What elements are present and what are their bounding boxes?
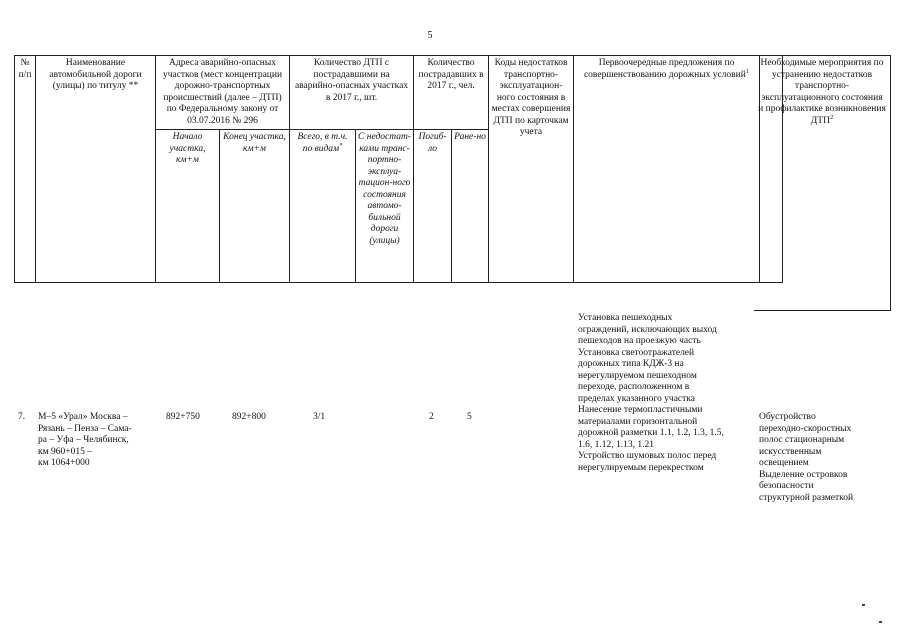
proposal-line: дорожных типа КДЖ-3 на <box>578 359 684 369</box>
proposal-line: Установка светоотражателей <box>578 347 695 358</box>
proposal-line: ограждений, исключающих выход <box>578 324 717 335</box>
header-dtp-with-defects: С недостат-ками транс-портно-эксплуа-тацион-ного состояния автомо-бильной дороги (улицы) <box>356 130 414 283</box>
proposal-line: Устройство шумовых полос перед <box>578 451 717 461</box>
row-measures <box>759 412 889 504</box>
row-section-start: 892+750 <box>166 412 200 422</box>
road-line: км 1064+000 <box>38 458 90 468</box>
proposal-line: переходе, расположенном в <box>578 382 690 392</box>
row-dtp-total: 3/1 <box>313 412 326 422</box>
proposal-line: 1.6, 1.12, 1.13, 1.21 <box>578 439 654 450</box>
page-number: 5 <box>427 30 433 41</box>
proposal-line: материалами горизонтальной <box>578 416 698 427</box>
road-line: км 960+015 – <box>38 446 92 457</box>
header-proposals-footnote: 1 <box>745 67 750 75</box>
proposal-line: Установка пешеходных <box>578 313 673 323</box>
road-line: ра – Уфа – Челябинск, <box>38 435 129 445</box>
proposal-line: пешеходов на проезжую часть <box>578 336 701 346</box>
scan-mark <box>879 621 882 623</box>
header-section-end: Конец участка, км+м <box>220 130 290 283</box>
measure-line: Выделение островков <box>759 469 848 480</box>
measure-line: переходно-скоростных <box>759 423 852 434</box>
row-road-name <box>38 412 158 470</box>
measure-line: структурной разметкой <box>759 492 854 503</box>
row-number: 7. <box>18 412 26 422</box>
header-dtp-total-footnote: * <box>339 141 343 149</box>
measure-line: Обустройство <box>759 412 816 422</box>
row-injured: 5 <box>467 412 472 422</box>
proposal-line: нерегулируемом пешеходном <box>578 370 697 381</box>
road-line: Рязань – Пенза – Сама- <box>38 423 132 434</box>
header-proposals <box>574 56 760 283</box>
measure-line: освещением <box>759 458 809 468</box>
header-dtp-total-text: Всего, в т.ч. по видам <box>297 132 348 154</box>
header-num: № п/п <box>15 56 36 283</box>
measure-line: искусственным <box>759 446 822 457</box>
header-codes: Коды недостатков транспортно-эксплуатацион-ного состояния в местах совершения ДТП по карточкам учета <box>489 56 574 283</box>
row-proposals <box>578 313 758 474</box>
proposal-line: нерегулируемым перекрестком <box>578 462 704 473</box>
proposal-line: дорожной разметки 1.1, 1.2, 1.3, 1.5, <box>578 428 724 438</box>
header-section-start: Начало участка, км+м <box>156 130 220 283</box>
header-measures-text: Необходимые мероприятия по устранению недостатков транспортно-эксплуатационного состояния и профилактике возникновения ДТП <box>758 58 886 126</box>
proposal-line: Нанесение термопластичными <box>578 405 703 415</box>
header-dtp-count: Количество ДТП с пострадавшими на аварийно-опасных участках в 2017 г., шт. <box>290 56 414 130</box>
header-killed: Погиб-ло <box>414 130 452 283</box>
proposal-line: пределах указанного участка <box>578 393 695 404</box>
header-proposals-text: Первоочередные предложения по совершенствованию дорожных условий <box>583 58 746 80</box>
row-section-end: 892+800 <box>232 412 266 422</box>
header-victims: Количество пострадавших в 2017 г., чел. <box>414 56 489 130</box>
header-measures-footnote: 2 <box>829 113 834 121</box>
header-addresses: Адреса аварийно-опасных участков (мест концентрации дорожно-транспортных происшествий (далее – ДТП) по Федеральному закону от 03.07.2016 № 296 <box>156 56 290 130</box>
road-line: М–5 «Урал» Москва – <box>38 412 128 422</box>
header-table <box>14 55 783 283</box>
measure-line: безопасности <box>759 481 814 491</box>
header-injured: Ране-но <box>452 130 489 283</box>
measure-line: полос стационарным <box>759 435 845 445</box>
row-killed: 2 <box>429 412 434 422</box>
header-dtp-total <box>290 130 356 283</box>
header-road: Наименование автомобильной дороги (улицы) по титулу ** <box>36 56 156 283</box>
header-measures-box <box>754 55 891 311</box>
scan-mark <box>862 604 865 606</box>
